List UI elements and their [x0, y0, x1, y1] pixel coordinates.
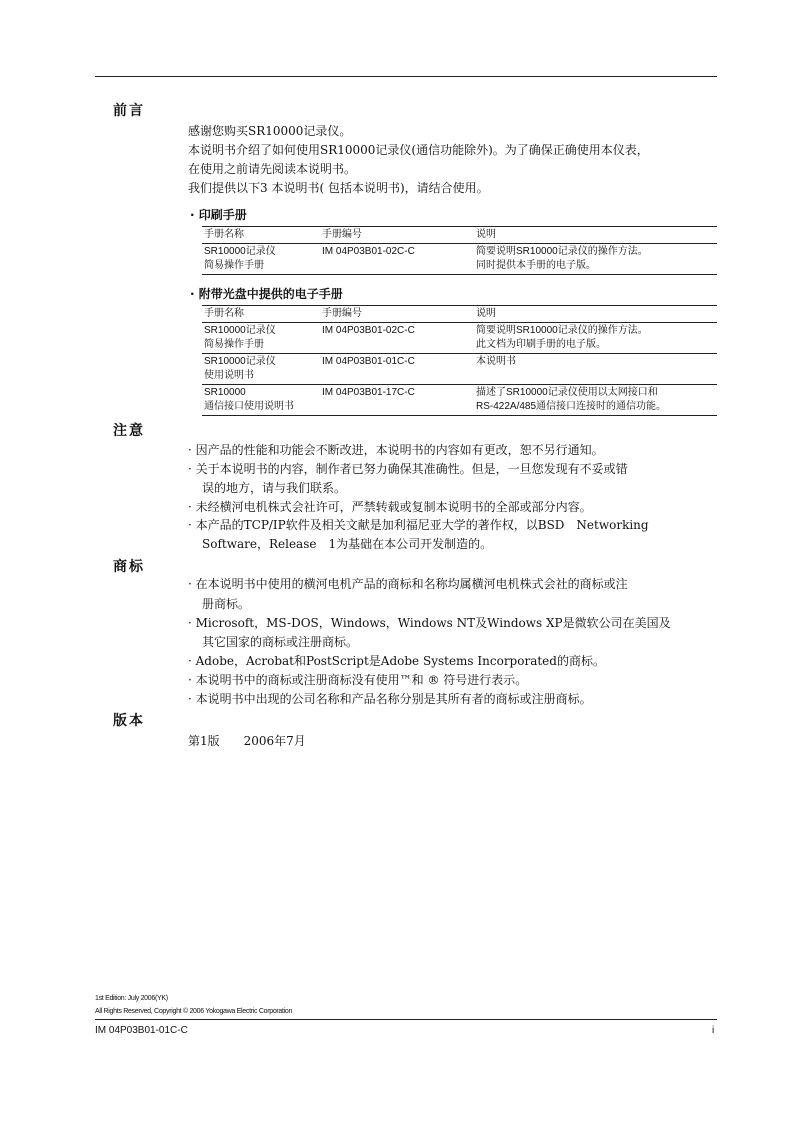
heading-preface: 前言 — [113, 103, 145, 119]
notice-line: · 未经横河电机株式会社许可，严禁转载或复制本说明书的全部或部分内容。 — [188, 500, 592, 514]
manual-desc: 简要说明SR10000记录仪的操作方法。 — [476, 325, 648, 336]
manual-desc: 描述了SR10000记录仪使用以太网接口和 — [476, 387, 658, 398]
page-number: i — [712, 1025, 715, 1036]
manual-desc: 同时提供本手册的电子版。 — [476, 260, 596, 271]
col-header: 说明 — [476, 308, 496, 319]
trademark-line: · 本说明书中的商标或注册商标没有使用™和 ® 符号进行表示。 — [188, 673, 528, 687]
notice-line: Software，Release 1为基础在本公司开发制造的。 — [202, 537, 493, 551]
heading-notice: 注意 — [113, 423, 145, 439]
manual-code: IM 04P03B01-01C-C — [322, 356, 415, 367]
preface-line: 在使用之前请先阅读本说明书。 — [188, 162, 357, 176]
manual-name: SR10000 — [204, 387, 246, 398]
manual-code: IM 04P03B01-02C-C — [322, 246, 415, 257]
col-header: 说明 — [476, 229, 496, 240]
notice-line: · 因产品的性能和功能会不断改进，本说明书的内容如有更改，恕不另行通知。 — [188, 443, 604, 457]
manual-name: 简易操作手册 — [204, 260, 264, 271]
heading-trademarks: 商标 — [113, 559, 145, 575]
printed-manuals-table — [202, 226, 717, 275]
table-row — [202, 323, 717, 354]
trademark-line: 其它国家的商标或注册商标。 — [202, 635, 359, 649]
manual-name: 通信接口使用说明书 — [204, 401, 294, 412]
preface-line: 本说明书介绍了如何使用SR10000记录仪(通信功能除外)。为了确保正确使用本仪表， — [188, 143, 649, 157]
heading-edition: 版本 — [113, 713, 145, 729]
cd-manuals-table — [202, 305, 717, 416]
notice-line: · 关于本说明书的内容，制作者已努力确保其准确性。但是，一旦您发现有不妥或错 — [188, 462, 628, 476]
manual-name: 简易操作手册 — [204, 339, 264, 350]
footer-edition: 1st Edition: July 2006(YK) — [95, 995, 168, 1002]
manual-name: SR10000记录仪 — [204, 325, 276, 336]
table-row — [202, 354, 717, 385]
trademark-line: · 本说明书中出现的公司名称和产品名称分别是其所有者的商标或注册商标。 — [188, 692, 592, 706]
footer-copyright: All Rights Reserved, Copyright © 2006 Yokogawa Electric Corporation — [95, 1008, 293, 1015]
footer-doc-code: IM 04P03B01-01C-C — [95, 1025, 188, 1036]
col-header: 手册名称 — [204, 308, 244, 319]
printed-manuals-title: · 印刷手册 — [190, 208, 247, 222]
manual-desc: 此文档为印刷手册的电子版。 — [476, 339, 606, 350]
notice-line: 误的地方，请与我们联系。 — [202, 481, 347, 495]
table-row — [202, 385, 717, 416]
manual-name: SR10000记录仪 — [204, 246, 276, 257]
table-row — [202, 244, 717, 275]
footer-rule — [95, 1019, 717, 1020]
notice-line: · 本产品的TCP/IP软件及相关文献是加利福尼亚大学的著作权，以BSD Networking — [188, 518, 649, 532]
trademark-line: · 在本说明书中使用的横河电机产品的商标和名称均属横河电机株式会社的商标或注 — [188, 577, 628, 591]
col-header: 手册编号 — [322, 308, 362, 319]
trademark-line: · Adobe，Acrobat和PostScript是Adobe Systems Incorporated的商标。 — [188, 654, 605, 668]
top-rule — [95, 76, 717, 77]
col-header: 手册编号 — [322, 229, 362, 240]
edition-text: 第1版 2006年7月 — [188, 734, 306, 748]
col-header: 手册名称 — [204, 229, 244, 240]
manual-name: SR10000记录仪 — [204, 356, 276, 367]
manual-desc: 本说明书 — [476, 356, 516, 367]
trademark-line: 册商标。 — [202, 597, 251, 611]
manual-desc: RS-422A/485通信接口连接时的通信功能。 — [476, 401, 667, 412]
manual-desc: 简要说明SR10000记录仪的操作方法。 — [476, 246, 648, 257]
cd-manuals-title: · 附带光盘中提供的电子手册 — [190, 287, 343, 301]
manual-name: 使用说明书 — [204, 370, 254, 381]
trademark-line: · Microsoft，MS-DOS，Windows，Windows NT及Windows XP是微软公司在美国及 — [188, 616, 671, 630]
preface-line: 感谢您购买SR10000记录仪。 — [188, 124, 352, 138]
preface-line: 我们提供以下3 本说明书( 包括本说明书)，请结合使用。 — [188, 181, 489, 195]
manual-code: IM 04P03B01-02C-C — [322, 325, 415, 336]
manual-code: IM 04P03B01-17C-C — [322, 387, 415, 398]
